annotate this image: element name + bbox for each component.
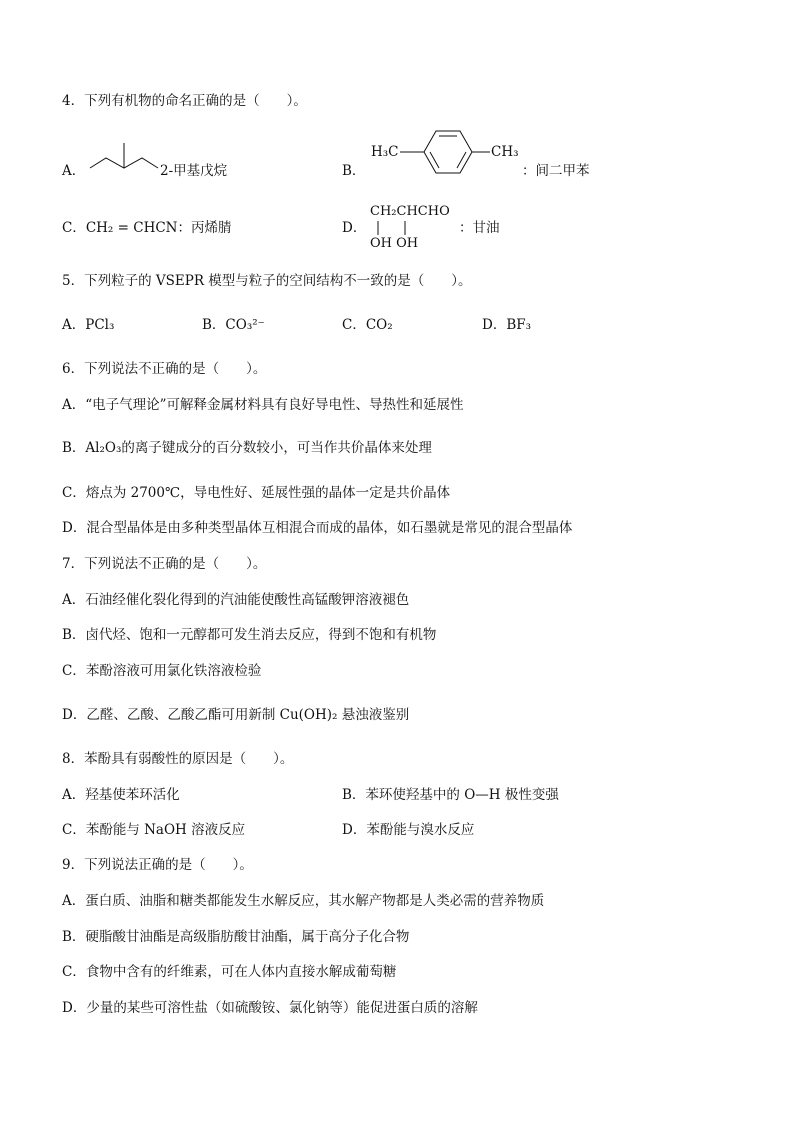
q5-option-a: A．PCl₃ <box>62 317 115 333</box>
q7-option-c: C．苯酚溶液可用氯化铁溶液检验 <box>62 663 262 679</box>
q6-option-d: D．混合型晶体是由多种类型晶体互相混合而成的晶体，如石墨就是常见的混合型晶体 <box>62 520 573 536</box>
q7-option-a: A．石油经催化裂化得到的汽油能使酸性高锰酸钾溶液褪色 <box>62 592 410 608</box>
q9-option-a: A．蛋白质、油脂和糖类都能发生水解反应，其水解产物都是人类必需的营养物质 <box>62 893 545 909</box>
q4-stem: 4．下列有机物的命名正确的是（ ）。 <box>62 93 307 109</box>
q8-option-d: D．苯酚能与溴水反应 <box>342 822 475 838</box>
q8-option-c: C．苯酚能与 NaOH 溶液反应 <box>62 822 246 838</box>
q4-option-a-label: A． <box>62 163 86 179</box>
q6-option-a: A．“电子气理论”可解释金属材料具有良好导电性、导热性和延展性 <box>62 397 464 413</box>
q5-stem: 5．下列粒子的 VSEPR 模型与粒子的空间结构不一致的是（ ）。 <box>62 273 472 289</box>
q6-option-b: B．Al₂O₃的离子键成分的百分数较小，可当作共价晶体来处理 <box>62 440 432 456</box>
q4-option-d-text: ：甘油 <box>459 220 500 236</box>
q7-option-b: B．卤代烃、饱和一元醇都可发生消去反应，得到不饱和有机物 <box>62 627 437 643</box>
q9-option-b: B．硬脂酸甘油酯是高级脂肪酸甘油酯，属于高分子化合物 <box>62 929 410 945</box>
q4-option-b-label: B． <box>342 163 366 179</box>
q9-option-d: D．少量的某些可溶性盐（如硫酸铵、氯化钠等）能促进蛋白质的溶解 <box>62 1000 478 1016</box>
q8-option-b: B．苯环使羟基中的 O—H 极性变强 <box>342 787 559 803</box>
q8-stem: 8．苯酚具有弱酸性的原因是（ ）。 <box>62 751 294 767</box>
q8-option-a: A．羟基使苯环活化 <box>62 787 180 803</box>
q7-option-d: D．乙醛、乙酸、乙酸乙酯可用新制 Cu(OH)₂ 悬浊液鉴别 <box>62 707 410 723</box>
q4-b-benzene-ring <box>398 124 498 180</box>
q4-b-group-right: CH₃ <box>491 144 519 160</box>
q4-d-formula-bottom: OH OH <box>370 236 419 251</box>
q9-stem: 9．下列说法正确的是（ ）。 <box>62 857 253 873</box>
q9-option-c: C．食物中含有的纤维素，可在人体内直接水解成葡萄糖 <box>62 964 397 980</box>
q5-option-c: C．CO₂ <box>342 317 393 333</box>
q4-option-a-text: 2-甲基戊烷 <box>160 163 228 179</box>
q4-b-group-left: H₃C <box>371 144 399 160</box>
q4-option-d-label: D． <box>342 220 367 236</box>
q6-option-c: C．熔点为 2700℃，导电性好、延展性强的晶体一定是共价晶体 <box>62 485 451 501</box>
q7-stem: 7．下列说法不正确的是（ ）。 <box>62 556 267 572</box>
q4-option-c: C．CH₂ = CHCN：丙烯腈 <box>62 220 232 236</box>
q4-a-skeletal-structure <box>86 140 166 176</box>
q4-option-b-text: ：间二甲苯 <box>522 163 590 179</box>
q6-stem: 6．下列说法不正确的是（ ）。 <box>62 361 267 377</box>
q4-d-formula-top: CH₂CHCHO <box>370 204 450 219</box>
q5-option-d: D．BF₃ <box>482 317 532 333</box>
q5-option-b: B．CO₃²⁻ <box>202 317 265 333</box>
